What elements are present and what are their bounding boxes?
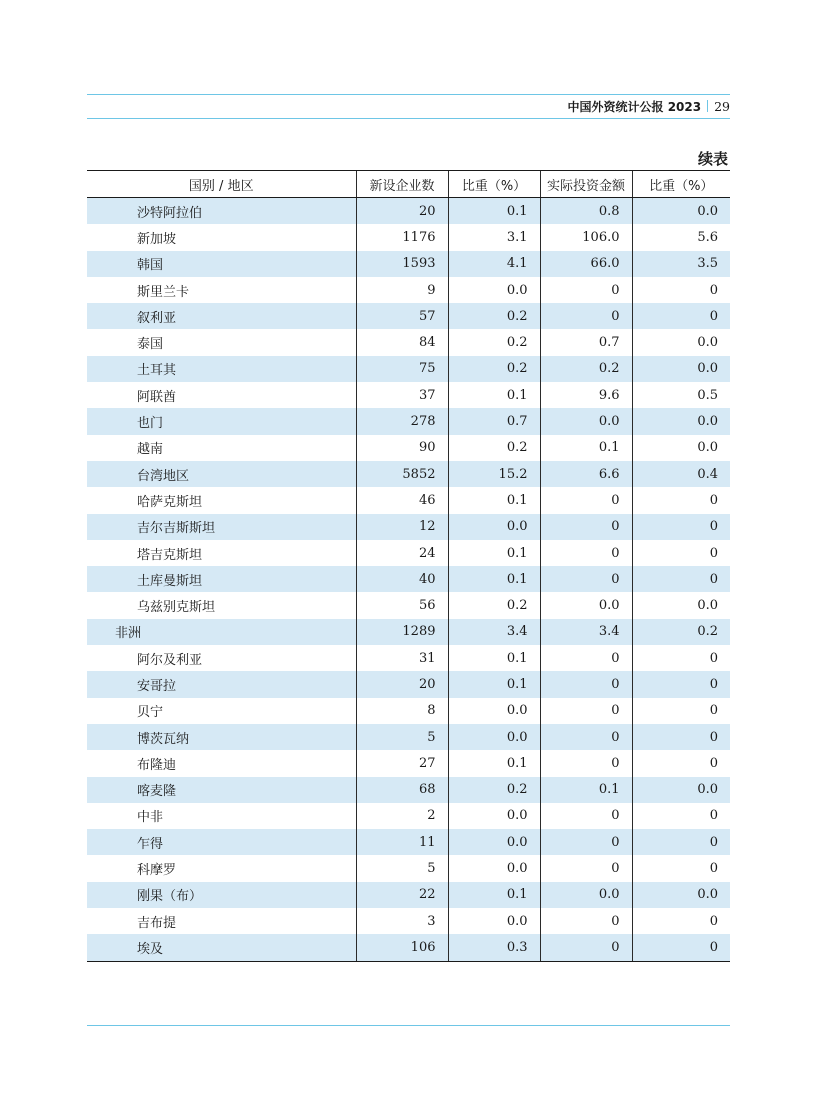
new-enterprises-cell: 2 [356,803,448,829]
new-enterprises-cell: 27 [356,750,448,776]
country-name-cell: 乌兹别克斯坦 [137,600,216,616]
table-body [87,198,730,962]
enterprise-share-cell: 0.0 [448,803,540,829]
publication-title: 中国外资统计公报 2023 [567,100,702,114]
investment-share-cell: 0 [632,487,730,513]
table-row [87,382,730,408]
enterprise-share-cell: 0.0 [448,724,540,750]
country-name-cell: 乍得 [87,829,356,855]
table-header [87,171,730,198]
investment-share-cell: 0.0 [632,777,730,803]
new-enterprises-cell: 57 [356,303,448,329]
enterprise-share-cell: 0.2 [448,356,540,382]
table-row [87,803,730,829]
footer-rule [87,1025,730,1026]
column-header-actual-investment: 实际投资金额 [540,171,632,198]
actual-investment-cell: 3.4 [540,619,632,645]
actual-investment-cell: 0 [540,540,632,566]
enterprise-share-cell: 0.1 [448,487,540,513]
header-rule-top [87,94,730,95]
actual-investment-cell: 0.0 [540,592,632,618]
enterprise-share-cell: 0.2 [448,303,540,329]
enterprise-share-cell: 0.0 [448,514,540,540]
country-name-cell: 阿尔及利亚 [137,652,203,668]
investment-share-cell: 0 [632,855,730,881]
table-row [87,698,730,724]
table-row [87,198,730,225]
new-enterprises-cell: 5 [356,855,448,881]
investment-share-cell: 3.5 [632,251,730,277]
enterprise-share-cell: 0.3 [448,934,540,961]
enterprise-share-cell: 0.1 [448,882,540,908]
table-row [87,645,730,671]
table-row [87,461,730,487]
table-header-row [87,171,730,198]
continued-table-label: 续表 [697,150,728,168]
table-row-region [87,619,730,645]
new-enterprises-cell: 20 [356,671,448,697]
actual-investment-cell: 0.1 [540,435,632,461]
table-row [87,750,730,776]
new-enterprises-cell: 5 [356,724,448,750]
actual-investment-cell: 106.0 [540,224,632,250]
new-enterprises-cell: 1289 [356,619,448,645]
enterprise-share-cell: 0.2 [448,777,540,803]
table-row [87,487,730,513]
column-header-country-region: 国别 / 地区 [87,171,356,198]
actual-investment-cell: 0 [540,934,632,961]
new-enterprises-cell: 68 [356,777,448,803]
region-name-cell: 非洲 [87,619,356,645]
new-enterprises-cell: 5852 [356,461,448,487]
actual-investment-cell: 0 [540,645,632,671]
table-row [87,724,730,750]
new-enterprises-cell: 20 [356,198,448,225]
table-row [87,592,730,618]
actual-investment-cell: 0 [540,566,632,592]
new-enterprises-cell: 1593 [356,251,448,277]
actual-investment-cell: 6.6 [540,461,632,487]
investment-share-cell: 0 [632,829,730,855]
country-name-cell: 阿联酋 [137,389,177,405]
country-name-cell: 韩国 [87,251,356,277]
investment-share-cell: 0.0 [632,329,730,355]
running-head [568,97,730,117]
actual-investment-cell: 0.2 [540,356,632,382]
actual-investment-cell: 0 [540,724,632,750]
actual-investment-cell: 0 [540,303,632,329]
country-name-cell: 喀麦隆 [87,777,356,803]
actual-investment-cell: 9.6 [540,382,632,408]
table-row [87,908,730,934]
actual-investment-cell: 0 [540,671,632,697]
enterprise-share-cell: 0.1 [448,540,540,566]
investment-share-cell: 0.0 [632,435,730,461]
table-row [87,777,730,803]
new-enterprises-cell: 106 [356,934,448,961]
country-name-cell: 刚果（布） [87,882,356,908]
actual-investment-cell: 0 [540,698,632,724]
table-row [87,934,730,961]
investment-share-cell: 0 [632,724,730,750]
actual-investment-cell: 0 [540,487,632,513]
actual-investment-cell: 66.0 [540,251,632,277]
investment-share-cell: 0.2 [632,619,730,645]
actual-investment-cell: 0.0 [540,882,632,908]
investment-statistics-table [87,170,730,962]
table-row [87,855,730,881]
header-rule-bottom [87,118,730,119]
enterprise-share-cell: 0.2 [448,329,540,355]
enterprise-share-cell: 0.1 [448,382,540,408]
new-enterprises-cell: 56 [356,592,448,618]
country-name-cell: 泰国 [137,337,164,353]
new-enterprises-cell: 11 [356,829,448,855]
enterprise-share-cell: 0.7 [448,408,540,434]
new-enterprises-cell: 12 [356,514,448,540]
table-row [87,356,730,382]
new-enterprises-cell: 1176 [356,224,448,250]
country-name-cell: 土库曼斯坦 [87,566,356,592]
table-row [87,671,730,697]
investment-share-cell: 0 [632,514,730,540]
enterprise-share-cell: 0.1 [448,566,540,592]
country-name-cell: 哈萨克斯坦 [137,494,203,510]
new-enterprises-cell: 84 [356,329,448,355]
table-row [87,540,730,566]
actual-investment-cell: 0 [540,277,632,303]
investment-share-cell: 0 [632,540,730,566]
investment-share-cell: 0 [632,934,730,961]
table-row [87,566,730,592]
table-row [87,329,730,355]
enterprise-share-cell: 3.4 [448,619,540,645]
country-name-cell: 安哥拉 [87,671,356,697]
new-enterprises-cell: 22 [356,882,448,908]
new-enterprises-cell: 9 [356,277,448,303]
country-name-cell: 新加坡 [137,231,177,247]
new-enterprises-cell: 46 [356,487,448,513]
actual-investment-cell: 0 [540,803,632,829]
table-row [87,882,730,908]
table-row [87,277,730,303]
enterprise-share-cell: 0.0 [448,698,540,724]
investment-share-cell: 0.5 [632,382,730,408]
header-separator [707,100,708,112]
country-name-cell: 越南 [137,442,164,458]
country-name-cell: 吉尔吉斯斯坦 [87,514,356,540]
investment-share-cell: 0.0 [632,592,730,618]
investment-share-cell: 0 [632,671,730,697]
country-name-cell: 博茨瓦纳 [87,724,356,750]
investment-share-cell: 0.0 [632,356,730,382]
actual-investment-cell: 0 [540,829,632,855]
country-name-cell: 叙利亚 [87,303,356,329]
actual-investment-cell: 0.7 [540,329,632,355]
country-name-cell: 贝宁 [137,705,164,721]
country-name-cell: 布隆迪 [137,757,177,773]
investment-share-cell: 0 [632,566,730,592]
new-enterprises-cell: 24 [356,540,448,566]
new-enterprises-cell: 90 [356,435,448,461]
actual-investment-cell: 0 [540,514,632,540]
actual-investment-cell: 0 [540,908,632,934]
new-enterprises-cell: 8 [356,698,448,724]
table-row [87,224,730,250]
investment-share-cell: 0.0 [632,408,730,434]
actual-investment-cell: 0 [540,750,632,776]
new-enterprises-cell: 3 [356,908,448,934]
country-name-cell: 台湾地区 [87,461,356,487]
investment-share-cell: 5.6 [632,224,730,250]
enterprise-share-cell: 3.1 [448,224,540,250]
column-header-new-enterprises: 新设企业数 [356,171,448,198]
column-header-investment-share: 比重（%） [632,171,730,198]
country-name-cell: 斯里兰卡 [137,284,190,300]
enterprise-share-cell: 0.0 [448,855,540,881]
new-enterprises-cell: 75 [356,356,448,382]
actual-investment-cell: 0 [540,855,632,881]
investment-share-cell: 0 [632,698,730,724]
enterprise-share-cell: 4.1 [448,251,540,277]
investment-share-cell: 0 [632,303,730,329]
table-row [87,435,730,461]
table-row [87,303,730,329]
investment-share-cell: 0.0 [632,882,730,908]
investment-share-cell: 0 [632,750,730,776]
investment-share-cell: 0 [632,803,730,829]
country-name-cell: 埃及 [87,934,356,961]
actual-investment-cell: 0.0 [540,408,632,434]
country-name-cell: 吉布提 [137,915,177,931]
investment-share-cell: 0.0 [632,198,730,225]
enterprise-share-cell: 0.1 [448,750,540,776]
country-name-cell: 沙特阿拉伯 [87,198,356,225]
actual-investment-cell: 0.8 [540,198,632,225]
enterprise-share-cell: 0.2 [448,592,540,618]
new-enterprises-cell: 31 [356,645,448,671]
table-row [87,514,730,540]
country-name-cell: 中非 [137,810,164,826]
country-name-cell: 塔吉克斯坦 [137,547,203,563]
investment-share-cell: 0 [632,277,730,303]
investment-share-cell: 0 [632,645,730,671]
column-header-enterprise-share: 比重（%） [448,171,540,198]
table-row [87,251,730,277]
enterprise-share-cell: 15.2 [448,461,540,487]
table-row [87,829,730,855]
enterprise-share-cell: 0.1 [448,198,540,225]
new-enterprises-cell: 278 [356,408,448,434]
table-row [87,408,730,434]
investment-share-cell: 0 [632,908,730,934]
enterprise-share-cell: 0.1 [448,671,540,697]
country-name-cell: 科摩罗 [137,863,177,879]
country-name-cell: 土耳其 [87,356,356,382]
page-number: 29 [714,99,730,114]
enterprise-share-cell: 0.0 [448,908,540,934]
enterprise-share-cell: 0.1 [448,645,540,671]
new-enterprises-cell: 37 [356,382,448,408]
enterprise-share-cell: 0.0 [448,829,540,855]
investment-share-cell: 0.4 [632,461,730,487]
country-name-cell: 也门 [87,408,356,434]
actual-investment-cell: 0.1 [540,777,632,803]
enterprise-share-cell: 0.0 [448,277,540,303]
enterprise-share-cell: 0.2 [448,435,540,461]
new-enterprises-cell: 40 [356,566,448,592]
